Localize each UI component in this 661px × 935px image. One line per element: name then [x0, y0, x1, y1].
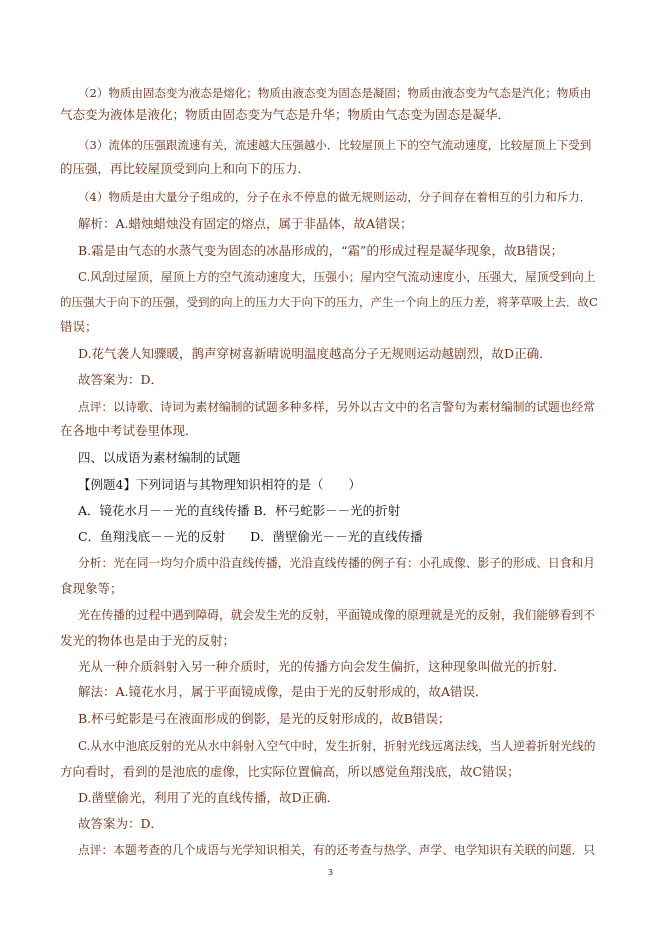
text-line: 在各地中考试卷里体现． [60, 423, 198, 438]
text-line: 光在传播的过程中遇到障碍，就会发生光的反射，平面镜成像的原理就是光的反射，我们能够看到不 [78, 608, 595, 622]
text-line: D.凿壁偷光，利用了光的直线传播，故D正确． [78, 790, 340, 805]
text-line: 方向看时，看到的是池底的虚像，比实际位置偏高，所以感觉鱼翔浅底，故C错误； [60, 764, 520, 779]
text-line: C.风刮过屋顶，屋顶上方的空气流动速度大，压强小；屋内空气流动速度小，压强大，屋顶受到向上 [78, 270, 596, 284]
text-line: 食现象等； [60, 581, 123, 596]
text-line: 点评：以诗歌、诗词为素材编制的试题多种多样，另外以古文中的名言警句为素材编制的试题也经常 [78, 400, 595, 414]
text-line: 的压强，再比较屋顶受到向上和向下的压力． [60, 161, 311, 176]
text-line: （4）物质是由大量分子组成的，分子在永不停息的做无规则运动，分子间存在着相互的引力和斥力． [78, 190, 592, 204]
text-line: 分析：光在同一均匀介质中沿直线传播，光沿直线传播的例子有：小孔成像、影子的形成、日食和月 [78, 556, 595, 570]
text-line: 故答案为：D． [78, 816, 164, 831]
text-line: 的压强大于向下的压强，受到的向上的压力大于向下的压力，产生一个向上的压力差，将茅草吸上去．故C [60, 295, 598, 309]
text-line: C.从水中池底反射的光从水中斜射入空气中时，发生折射，折射光线远离法线，当人逆着折射光线的 [78, 739, 596, 753]
text-line: A．镜花水月－－光的直线传播 B．杯弓蛇影－－光的折射 [78, 503, 401, 518]
text-line: 四、以成语为素材编制的试题 [78, 450, 241, 465]
text-line: 点评：本题考查的几个成语与光学知识相关，有的还考查与热学、声学、电学知识有关联的问题．只 [78, 843, 595, 857]
text-line: 故答案为：D． [78, 372, 164, 387]
text-line: 【例题4】下列词语与其物理知识相符的是（ ） [78, 477, 361, 492]
text-line: 解法：A.镜花水月，属于平面镜成像，是由于光的反射形成的，故A错误． [78, 684, 488, 699]
text-line: B.杯弓蛇影是弓在液面形成的倒影，是光的反射形成的，故B错误； [78, 711, 451, 726]
text-line: 发光的物体也是由于光的反射； [60, 633, 236, 648]
page-number: 3 [327, 868, 334, 877]
text-line: 光从一种介质斜射入另一种介质时，光的传播方向会发生偏折，这种现象叫做光的折射． [78, 659, 566, 674]
text-line: 错误； [60, 319, 98, 334]
text-line: B.霜是由气态的水蒸气变为固态的冰晶形成的，“霜”的形成过程是凝华现象，故B错误； [78, 243, 564, 258]
text-line: C．鱼翔浅底－－光的反射 D．凿壁偷光－－光的直线传播 [78, 529, 423, 544]
text-line: D.花气袭人知骤暖，鹊声穿树喜新晴说明温度越高分子无规则运动越剧烈，故D正确． [78, 346, 552, 361]
text-line: 解析：A.蜡烛蜡烛没有固定的熔点，属于非晶体，故A错误； [78, 216, 413, 231]
text-line: （2）物质由固态变为液态是熔化；物质由液态变为固态是凝固；物质由液态变为气态是汽化；物质由 [78, 86, 592, 100]
text-line: （3）流体的压强跟流速有关，流速越大压强越小．比较屋顶上下的空气流动速度，比较屋顶上下受到 [78, 138, 592, 152]
text-line: 气态变为液体是液化；物质由固态变为气态是升华；物质由气态变为固态是凝华． [60, 107, 511, 122]
